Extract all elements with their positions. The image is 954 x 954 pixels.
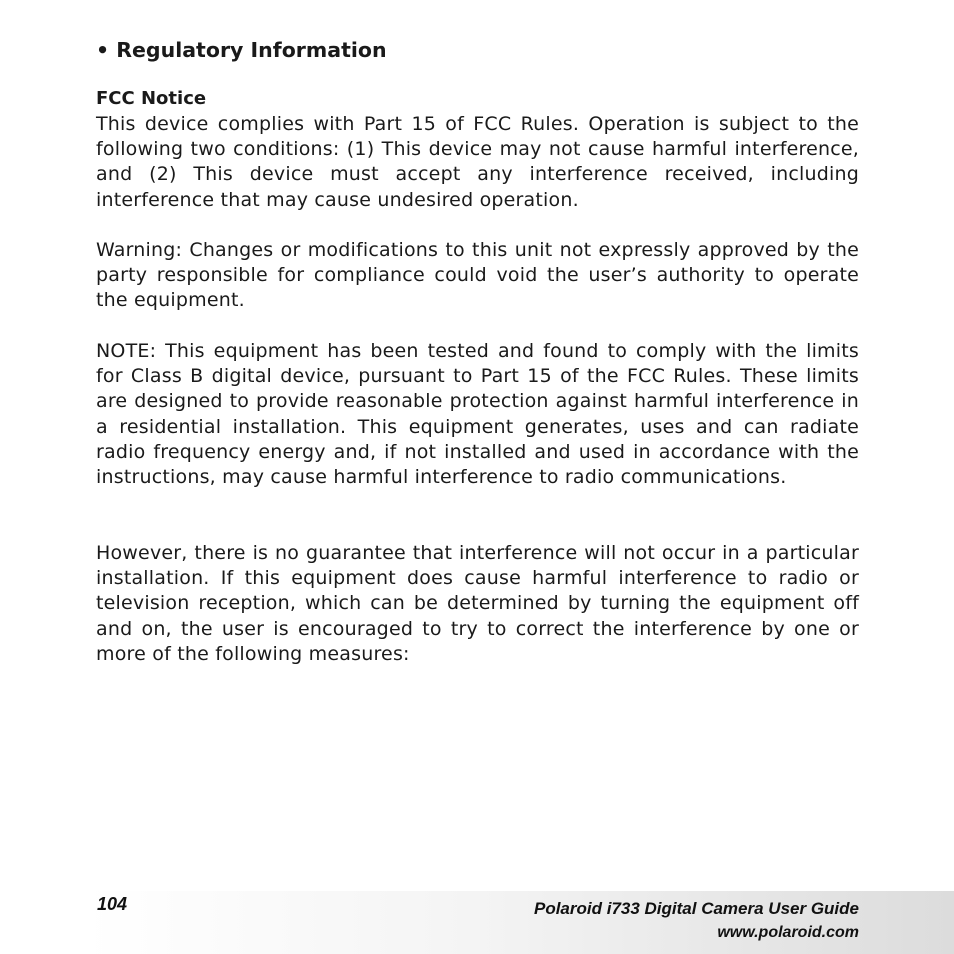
section-heading: • Regulatory Information (96, 38, 387, 62)
page-number: 104 (97, 894, 128, 914)
note-paragraph: NOTE: This equipment has been tested and found to comply with the limits for Class B digital device, pursuant to Part 15 of the FCC Rules. These limits are designed to provide reasonable protection against harmful interference in a residential installation. This equipment generates, uses and can radiate radio frequency energy and, if not installed and used in accordance with the instructions, may cause harmful interference to radio communications. (96, 340, 859, 489)
guide-title: Polaroid i733 Digital Camera User Guide (533, 899, 859, 918)
warning-paragraph: Warning: Changes or modifications to this unit not expressly approved by the party responsible for compliance could void the user’s authority to operate the equipment. (96, 239, 859, 312)
website-url: www.polaroid.com (717, 924, 859, 941)
guarantee-paragraph: However, there is no guarantee that interference will not occur in a particular installation. If this equipment does cause harmful interference to radio or television reception, which can be determined by turning the equipment off and on, the user is encouraged to try to correct the interference by one or more of the following measures: (96, 542, 859, 665)
compliance-paragraph: This device complies with Part 15 of FCC Rules. Operation is subject to the following two conditions: (1) This device may not cause harmful interference, and (2) This device must accept any interference received, including interference that may cause undesired operation. (96, 113, 859, 211)
fcc-notice-heading: FCC Notice (96, 88, 207, 109)
